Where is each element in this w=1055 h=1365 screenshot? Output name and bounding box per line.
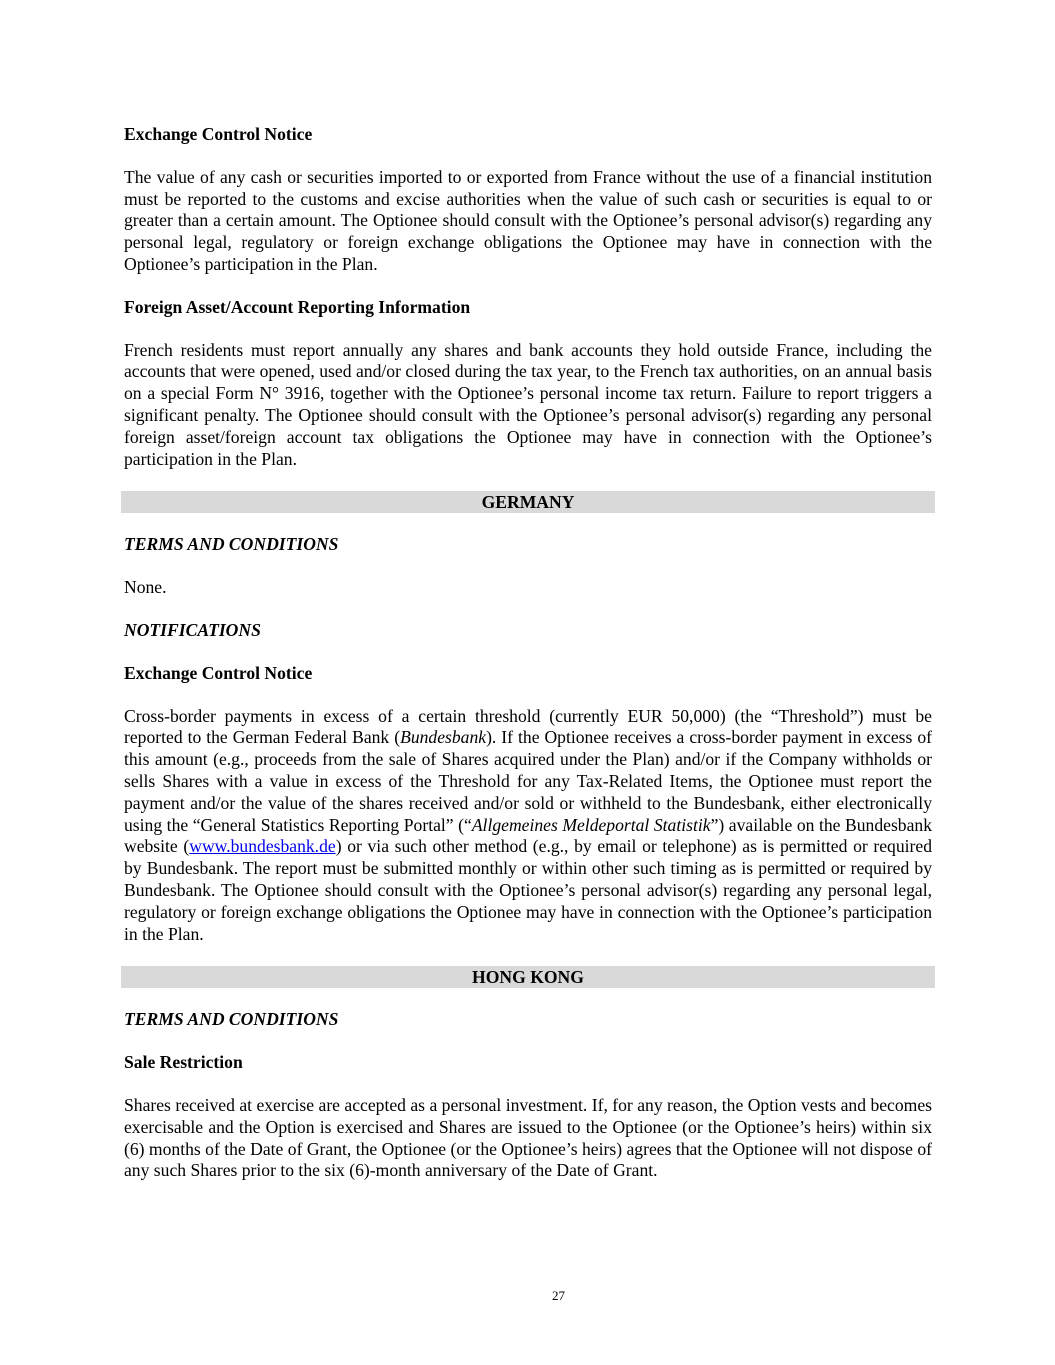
france-exchange-text: The value of any cash or securities imported to or exported from France without the use of a financial institution must be reported to the customs and excise authorities when the value of such cash or securities is equal to or greater than a certain amount. The Optionee should consult with the Optionee’s personal advisor(s) regarding any personal legal, regulatory or foreign exchange obligations the Optionee may have in connection with the Optionee’s participation in the Plan. <box>124 166 932 274</box>
hongkong-section-banner: HONG KONG <box>121 966 935 988</box>
germany-notifications-heading: NOTIFICATIONS <box>124 619 261 640</box>
germany-exchange-part-3: ”) available on the Bundesbank website ( <box>124 814 932 857</box>
france-foreign-asset-text: French residents must report annually any shares and bank accounts they hold outside France, including the accounts that were opened, used and/or closed during the tax year, to the French tax authorities, on an annual basis on a special Form N° 3916, together with the Optionee’s personal income tax return. Failure to report triggers a significant penalty. The Optionee should consult with the Optionee’s personal advisor(s) regarding any personal foreign asset/foreign account tax obligations the Optionee may have in connection with the Optionee’s participation in the Plan. <box>124 339 932 469</box>
hongkong-terms-heading: TERMS AND CONDITIONS <box>124 1009 339 1030</box>
germany-exchange-text <box>124 706 932 946</box>
bundesbank-term: Bundesbank <box>400 727 487 748</box>
france-foreign-asset-heading: Foreign Asset/Account Reporting Information <box>124 296 471 317</box>
germany-exchange-heading: Exchange Control Notice <box>124 662 313 683</box>
hongkong-sale-restriction-text: Shares received at exercise are accepted as a personal investment. If, for any reason, the Option vests and becomes exercisable and the Option is exercised and Shares are issued to the Optionee (or the Optionee’s heirs) within six (6) months of the Date of Grant, the Optionee (or the Optionee’s heirs) agrees that the Optionee will not dispose of any such Shares prior to the six (6)-month anniversary of the Date of Grant. <box>124 1094 932 1181</box>
germany-exchange-part-2: ). If the Optionee receives a cross-border payment in excess of this amount (e.g., proceeds from the sale of Shares acquired under the Plan) and/or if the Company withholds or sells Shares with a value in excess of the Threshold for any Tax-Related Items, the Optionee must report the payment and/or the value of the shares received and/or sold or withheld to the Bundesbank, either electronically using the “General Statistics Reporting Portal” (“ <box>124 727 933 835</box>
france-exchange-heading: Exchange Control Notice <box>124 124 313 144</box>
germany-terms-text: None. <box>124 577 167 598</box>
page-number: 27 <box>552 1288 565 1303</box>
hongkong-sale-restriction-heading: Sale Restriction <box>124 1052 243 1073</box>
germany-exchange-part-4: ) or via such other method (e.g., by email or telephone) as is permitted or required by Bundesbank. The report must be submitted monthly or within other such timing as is permitted or required by Bundesbank. The Optionee should consult with the Optionee’s personal advisor(s) regarding any personal legal, regulatory or foreign exchange obligations the Optionee may have in connection with the Optionee’s participation in the Plan. <box>124 836 932 944</box>
germany-terms-heading: TERMS AND CONDITIONS <box>124 534 339 555</box>
reporting-portal-name: Allgemeines Meldeportal Statistik <box>471 814 711 835</box>
page-content <box>124 124 932 1203</box>
germany-section-banner: GERMANY <box>121 491 935 513</box>
bundesbank-website-link[interactable]: www.bundesbank.de <box>189 836 336 857</box>
germany-exchange-part-1: Cross-border payments in excess of a certain threshold (currently EUR 50,000) (the “Threshold”) must be reported to the German Federal Bank ( <box>124 705 932 748</box>
